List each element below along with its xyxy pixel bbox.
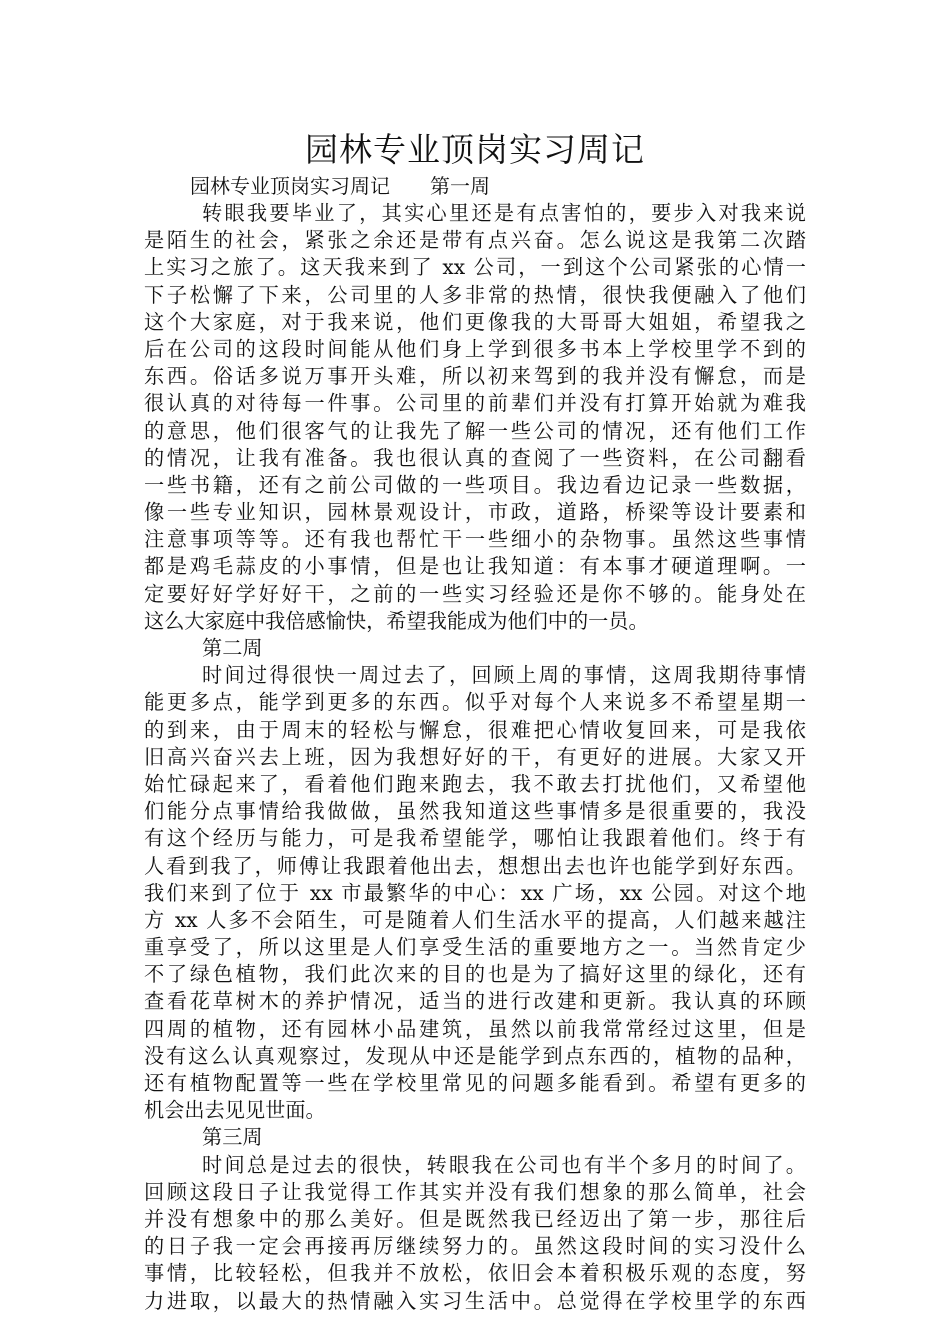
body-line: 上实习之旅了。这天我来到了 xx 公司，一到这个公司紧张的心情一 — [144, 255, 806, 280]
body-line: 人看到我了，师傅让我跟着他出去，想想出去也许也能学到好东西。 — [144, 853, 806, 878]
body-line: 时间总是过去的很快，转眼我在公司也有半个多月的时间了。 — [202, 1152, 806, 1177]
body-line: 的情况，让我有准备。我也很认真的查阅了一些资料，在公司翻看 — [144, 445, 806, 470]
body-line: 这个大家庭，对于我来说，他们更像我的大哥哥大姐姐，希望我之 — [144, 309, 806, 334]
body-line: 转眼我要毕业了，其实心里还是有点害怕的，要步入对我来说 — [202, 201, 806, 225]
body-line: 的日子我一定会再接再厉继续努力的。虽然这段时间的实习没什么 — [144, 1234, 806, 1259]
body-line: 并没有想象中的那么美好。但是既然我已经迈出了第一步，那往后 — [144, 1206, 806, 1231]
body-line: 力进取，以最大的热情融入实习生活中。总觉得在学校里学的东西 — [144, 1288, 806, 1313]
body-line: 机会出去见见世面。 — [144, 1098, 326, 1123]
document-body — [144, 200, 806, 1315]
body-line: 这么大家庭中我倍感愉快，希望我能成为他们中的一员。 — [144, 608, 649, 633]
body-line: 们能分点事情给我做做，虽然我知道这些事情多是很重要的，我没 — [144, 799, 806, 824]
body-line: 不了绿色植物，我们此次来的目的也是为了搞好这里的绿化，还有 — [144, 962, 806, 987]
body-line: 重享受了，所以这里是人们享受生活的重要地方之一。当然肯定少 — [144, 935, 806, 960]
body-line: 东西。俗话多说万事开头难，所以初来驾到的我并没有懈怠，而是 — [144, 364, 806, 389]
body-line: 后在公司的这段时间能从他们身上学到很多书本上学校里学不到的 — [144, 336, 806, 361]
body-line: 像一些专业知识，园林景观设计，市政，道路，桥梁等设计要素和 — [144, 500, 806, 525]
body-line: 第三周 — [202, 1125, 263, 1150]
body-line: 时间过得很快一周过去了，回顾上周的事情，这周我期待事情 — [202, 663, 806, 688]
body-line: 下子松懈了下来，公司里的人多非常的热情，很快我便融入了他们 — [144, 282, 806, 307]
body-line: 能更多点，能学到更多的东西。似乎对每个人来说多不希望星期一 — [144, 690, 806, 715]
body-line: 查看花草树木的养护情况，适当的进行改建和更新。我认真的环顾 — [144, 989, 806, 1014]
body-line: 没有这么认真观察过，发现从中还是能学到点东西的，植物的品种， — [144, 1043, 806, 1068]
body-line: 注意事项等等。还有我也帮忙干一些细小的杂物事。虽然这些事情 — [144, 527, 806, 552]
body-line: 第二周 — [202, 636, 263, 660]
body-line: 都是鸡毛蒜皮的小事情，但是也让我知道：有本事才硬道理啊。一 — [144, 554, 806, 579]
body-line: 有这个经历与能力，可是我希望能学，哪怕让我跟着他们。终于有 — [144, 826, 806, 851]
body-line: 事情，比较轻松，但我并不放松，依旧会本着积极乐观的态度，努 — [144, 1261, 806, 1286]
body-line: 旧高兴奋兴去上班，因为我想好好的干，有更好的进展。大家又开 — [144, 744, 806, 769]
body-line: 始忙碌起来了，看着他们跑来跑去，我不敢去打扰他们，又希望他 — [144, 771, 806, 796]
body-line: 回顾这段日子让我觉得工作其实并没有我们想象的那么简单，社会 — [144, 1179, 806, 1204]
body-line: 四周的植物，还有园林小品建筑，虽然以前我常常经过这里，但是 — [144, 1016, 806, 1041]
body-line: 的意思，他们很客气的让我先了解一些公司的情况，还有他们工作 — [144, 418, 806, 443]
body-line: 还有植物配置等一些在学校里常见的问题多能看到。希望有更多的 — [144, 1071, 806, 1095]
body-line: 的到来，由于周末的轻松与懈怠，很难把心情收复回来，可是我依 — [144, 717, 806, 742]
body-line: 方 xx 人多不会陌生，可是随着人们生活水平的提高，人们越来越注 — [144, 907, 806, 932]
body-line: 是陌生的社会，紧张之余还是带有点兴奋。怎么说这是我第二次踏 — [144, 228, 806, 253]
body-line: 一些书籍，还有之前公司做的一些项目。我边看边记录一些数据， — [144, 472, 806, 497]
document-subtitle: 园林专业顶岗实习周记 第一周 — [190, 174, 490, 198]
body-line: 我们来到了位于 xx 市最繁华的中心：xx 广场，xx 公园。对这个地 — [144, 880, 806, 905]
body-line: 很认真的对待每一件事。公司里的前辈们并没有打算开始就为难我 — [144, 391, 806, 416]
body-line: 定要好好学好好干，之前的一些实习经验还是你不够的。能身处在 — [144, 581, 806, 606]
document-title: 园林专业顶岗实习周记 — [305, 130, 645, 169]
